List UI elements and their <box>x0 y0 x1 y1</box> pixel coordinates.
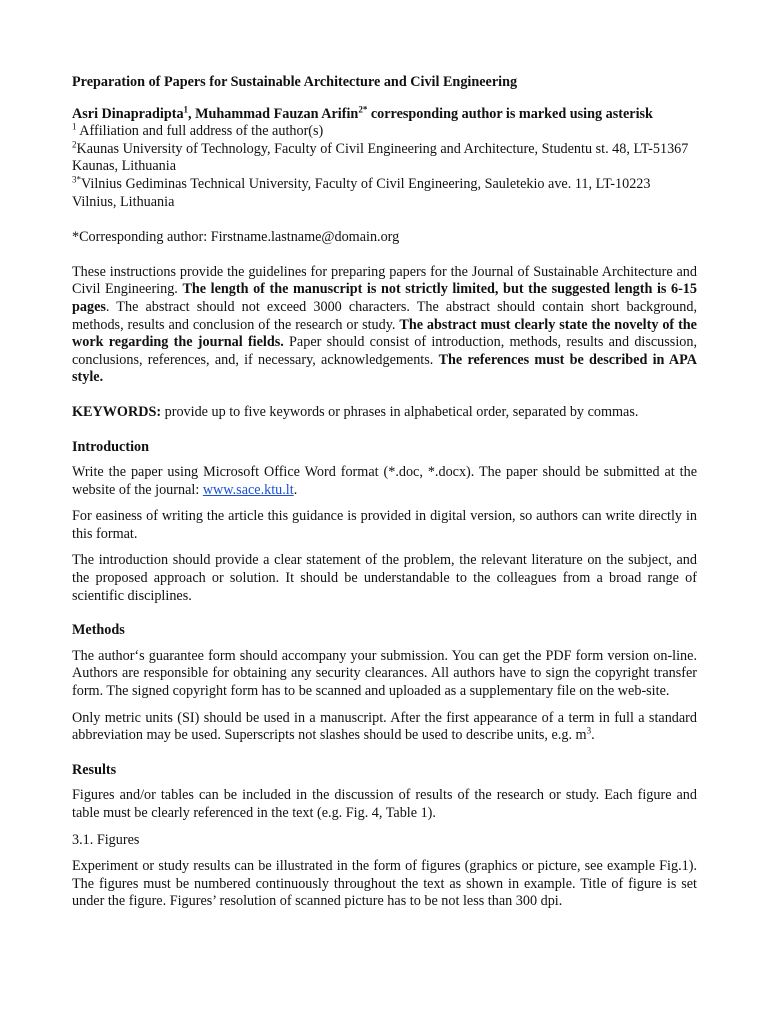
methods-p2-end: . <box>591 727 595 744</box>
affiliation-3-sup: 3* <box>72 174 81 185</box>
results-heading: Results <box>72 761 117 778</box>
document-page <box>72 62 697 911</box>
journal-website-link[interactable]: www.sace.ktu.lt <box>202 481 294 498</box>
abstract-bold-1: The length of the manuscript is not strictly limited, but the suggested length is 6-15 pages <box>72 281 697 315</box>
introduction-paragraph-2: For easiness of writing the article this guidance is provided in digital version, so authors can write directly in this format. <box>72 508 697 542</box>
methods-paragraph-2 <box>72 710 697 745</box>
abstract-bold-2: The abstract must clearly state the novelty of the work regarding the journal fields. <box>72 316 697 351</box>
keywords-label: KEYWORDS: <box>72 403 162 420</box>
corresponding-author: *Corresponding author: Firstname.lastname@domain.org <box>72 229 400 246</box>
author-2-name: Muhammad Fauzan Arifin <box>195 105 359 122</box>
affiliation-1 <box>72 123 697 141</box>
affiliation-2 <box>72 141 697 176</box>
author-note: corresponding author is marked using asterisk <box>367 105 653 122</box>
methods-heading: Methods <box>72 622 125 639</box>
introduction-paragraph-3: The introduction should provide a clear statement of the problem, the relevant literature on the subject, and the proposed approach or solution. It should be understandable to the colleagues from a broad range of scientific disciplines. <box>72 552 697 604</box>
author-line <box>72 103 697 124</box>
figures-subheading: 3.1. Figures <box>72 831 140 848</box>
author-2-sup: 2* <box>358 103 368 114</box>
keywords <box>72 404 697 422</box>
affiliation-1-sup: 1 <box>72 121 77 132</box>
abstract-bold-3: The references must be described in APA style. <box>72 351 697 386</box>
author-1-sup: 1 <box>183 103 189 114</box>
methods-p2-text: Only metric units (SI) should be used in a manuscript. After the first appearance of a term in full a standard abbreviation may be used. Superscripts not slashes should be used to describe units, e.g. m <box>72 709 697 744</box>
introduction-heading: Introduction <box>72 438 149 455</box>
results-paragraph-2: Experiment or study results can be illustrated in the form of figures (graphics or picture, see example Fig.1). The figures must be numbered continuously throughout the text as shown in example. Title of figure is set under the figure. Figures’ resolution of scanned picture has to be not less than 300 dpi. <box>72 858 697 910</box>
methods-paragraph-1: The author‘s guarantee form should accompany your submission. You can get the PDF form version on-line. Authors are responsible for obtaining any security clearances. All authors have to sign the copyright transfer form. The signed copyright form has to be scanned and uploaded as a supplementary file on the web-site. <box>72 647 697 700</box>
affiliation-3 <box>72 176 697 211</box>
methods-p2-sup: 3 <box>586 725 592 736</box>
introduction-p1-text: Write the paper using Microsoft Office Word format (*.doc, *.docx). The paper should be submitted at the website of the journal: <box>72 464 697 498</box>
affiliation-2-sup: 2 <box>72 139 77 150</box>
affiliation-1-text: Affiliation and full address of the author(s) <box>76 123 324 140</box>
keywords-text: provide up to five keywords or phrases in alphabetical order, separated by commas. <box>161 403 639 420</box>
introduction-paragraph-1 <box>72 464 697 499</box>
paper-title: Preparation of Papers for Sustainable Architecture and Civil Engineering <box>72 74 518 90</box>
abstract <box>72 264 697 387</box>
author-separator: , <box>188 105 196 122</box>
abstract-text-2: . The abstract should not exceed 3000 characters. The abstract should contain short background, methods, results and conclusion of the research or study. <box>72 298 697 333</box>
abstract-text-3: Paper should consist of introduction, methods, results and discussion, conclusions, references, and, if necessary, acknowledgements. <box>72 334 697 368</box>
abstract-text-1: These instructions provide the guidelines for preparing papers for the Journal of Sustainable Architecture and Civil Engineering. <box>72 263 697 298</box>
results-paragraph-1: Figures and/or tables can be included in the discussion of results of the research or study. Each figure and table must be clearly referenced in the text (e.g. Fig. 4, Table 1). <box>72 787 697 821</box>
affiliation-2-text: Kaunas University of Technology, Faculty of Civil Engineering and Architecture, Studentu st. 48, LT-51367 Kaunas, Lithuania <box>72 140 689 175</box>
affiliation-3-text: Vilnius Gediminas Technical University, Faculty of Civil Engineering, Sauletekio ave. 11, LT-10223 Vilnius, Lithuania <box>72 175 651 210</box>
author-1-name: Asri Dinapradipta <box>72 105 184 122</box>
introduction-p1-end: . <box>293 481 298 498</box>
